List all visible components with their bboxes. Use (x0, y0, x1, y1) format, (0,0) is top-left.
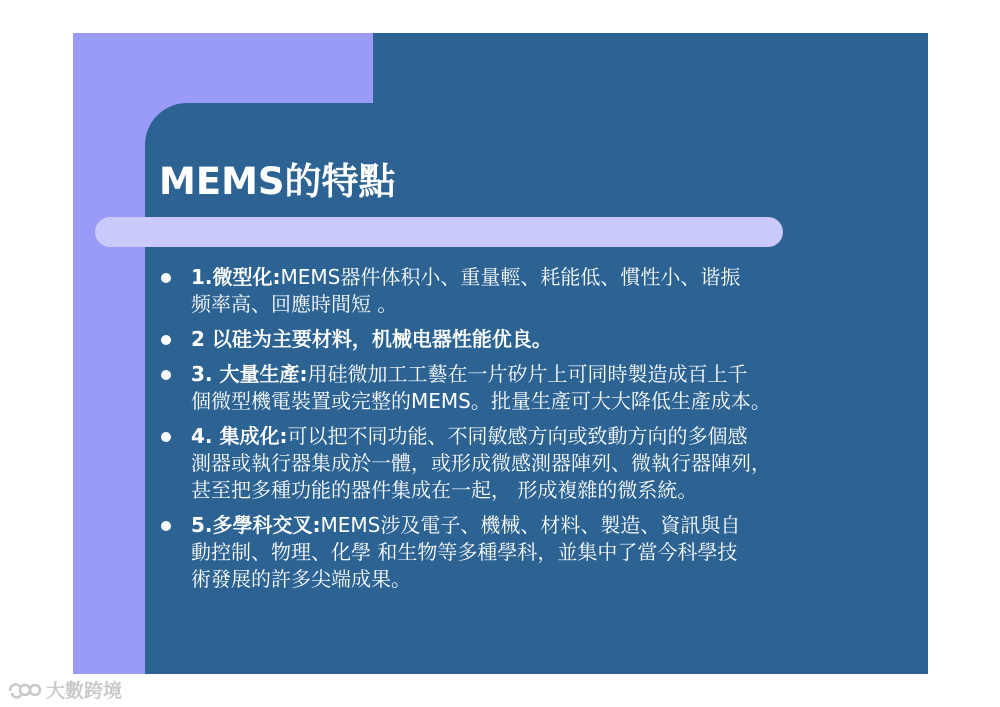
bullet-text: 可以把不同功能、不同敏感方向或致動方向的多個感 (287, 424, 748, 448)
bullet-line (191, 361, 855, 388)
watermark-text: 大數跨境 (46, 680, 123, 702)
bullet-item-miniaturization (155, 264, 855, 318)
bullet-dot-icon (161, 432, 171, 442)
bullet-list (155, 264, 855, 601)
bullet-item-integration (155, 423, 855, 504)
bullet-line (191, 512, 855, 539)
bullet-line: 2 以硅为主要材料，机械电器性能优良。 (191, 327, 552, 351)
bullet-text: 用硅微加工工藝在一片矽片上可同時製造成百上千 (307, 362, 748, 386)
bullet-line: 個微型機電裝置或完整的MEMS。批量生產可大大降低生產成本。 (191, 389, 771, 413)
bullet-item-multidisciplinary (155, 512, 855, 593)
bullet-head: 4. 集成化: (191, 424, 288, 448)
bullet-line: 频率高、回應時間短 。 (191, 292, 398, 316)
bullet-head: 3. 大量生產: (191, 362, 308, 386)
bullet-head: 5.多學科交叉: (191, 513, 321, 537)
bullet-line: 甚至把多種功能的器件集成在一起， 形成複雜的微系統。 (191, 478, 698, 502)
slide-title: MEMS的特點 (159, 160, 396, 203)
bullet-head: 1.微型化: (191, 265, 281, 289)
bullet-item-silicon-material (155, 326, 855, 353)
bullet-dot-icon (161, 335, 171, 345)
brand-logo-icon (6, 679, 42, 701)
bullet-line (191, 264, 855, 291)
bullet-text: MEMS器件体积小、重量輕、耗能低、慣性小、谐振 (280, 265, 741, 289)
slide (73, 33, 928, 674)
title-divider-bar (95, 217, 783, 247)
bullet-dot-icon (161, 370, 171, 380)
bullet-line: 動控制、物理、化學 和生物等多種學科，並集中了當今科學技 (191, 540, 738, 564)
slide-top-fill (373, 33, 928, 103)
bullet-dot-icon (161, 521, 171, 531)
watermark (6, 676, 122, 703)
bullet-line (191, 423, 855, 450)
bullet-item-mass-production (155, 361, 855, 415)
bullet-line: 術發展的許多尖端成果。 (191, 567, 411, 591)
bullet-dot-icon (161, 273, 171, 283)
bullet-line: 測器或執行器集成於一體，或形成微感測器陣列、微執行器陣列， (191, 451, 771, 475)
bullet-text: MEMS涉及電子、機械、材料、製造、資訊與自 (320, 513, 741, 537)
